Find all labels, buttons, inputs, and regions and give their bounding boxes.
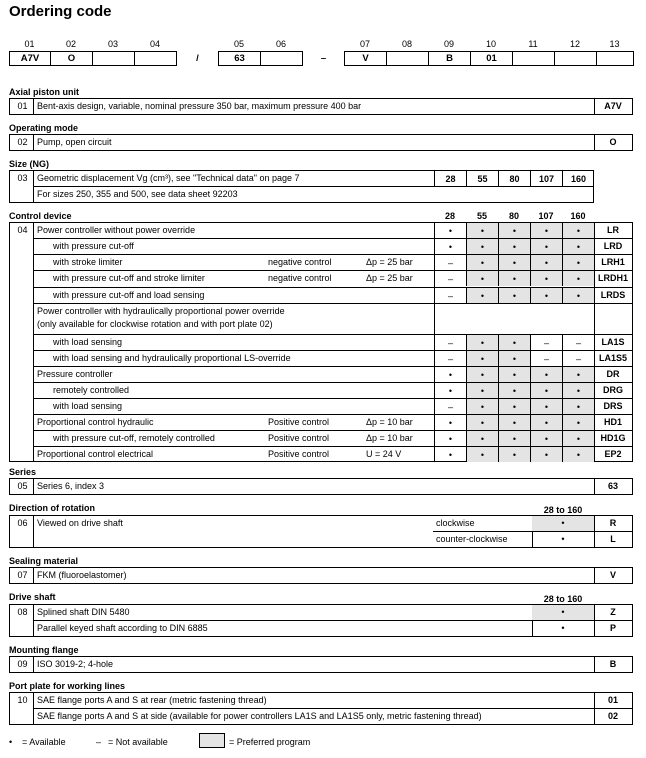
not-available-dash: – xyxy=(530,335,562,350)
available-dot: • xyxy=(562,431,594,446)
available-dot: • xyxy=(530,447,562,462)
code-position-number: 13 xyxy=(609,39,620,49)
control-code: HD1G xyxy=(600,433,626,443)
available-dot: • xyxy=(466,239,498,254)
control-size-header: 107 xyxy=(538,211,554,221)
section-series-heading: Series xyxy=(9,467,37,477)
available-dot: • xyxy=(498,271,530,286)
code-a7v: A7V xyxy=(604,101,622,111)
available-dot: • xyxy=(562,447,594,462)
size-value: 55 xyxy=(466,171,498,186)
rotation-ccw-label: counter-clockwise xyxy=(436,534,508,544)
control-code: LRDS xyxy=(600,290,626,300)
code-b: B xyxy=(609,659,617,669)
code-z: Z xyxy=(610,607,616,617)
row-number: 03 xyxy=(17,173,28,183)
control-row-label: with load sensing xyxy=(53,401,123,411)
section-shaft-heading: Drive shaft xyxy=(9,592,56,602)
control-size-header: 55 xyxy=(476,211,487,221)
code-02: 02 xyxy=(607,711,618,721)
code-slot xyxy=(92,51,135,66)
not-available-dash: – xyxy=(434,351,466,366)
size-text: Geometric displacement Vg (cm³), see "Technical data" on page 7 xyxy=(37,173,300,183)
available-dot: • xyxy=(466,335,498,350)
row-number: 10 xyxy=(17,695,28,705)
available-dot: • xyxy=(562,415,594,430)
control-code: LRD xyxy=(603,241,623,251)
control-code: DRS xyxy=(603,401,623,411)
opmode-text: Pump, open circuit xyxy=(37,137,112,147)
control-row-label: with pressure cut-off, remotely controlled xyxy=(53,433,215,443)
available-dot: • xyxy=(466,447,498,462)
available-dot: • xyxy=(562,288,594,303)
legend-na-symbol: – xyxy=(96,737,102,747)
control-code: LA1S xyxy=(601,337,625,347)
control-row-condition: Positive control xyxy=(268,433,330,443)
portplate-rear-label: SAE flange ports A and S at rear (metric fastening thread) xyxy=(37,695,267,705)
control-group2-title: Power controller with hydraulically proportional power override xyxy=(37,306,285,316)
available-dot: • xyxy=(466,383,498,398)
code-01: 01 xyxy=(607,695,618,705)
available-dot: • xyxy=(561,534,565,544)
control-row-parameter: Δp = 10 bar xyxy=(366,417,413,427)
section-axial-heading: Axial piston unit xyxy=(9,87,80,97)
code-slot xyxy=(554,51,597,66)
available-dot: • xyxy=(498,223,530,238)
available-dot: • xyxy=(466,288,498,303)
size-note: For sizes 250, 355 and 500, see data sheet 92203 xyxy=(37,189,238,199)
not-available-dash: – xyxy=(434,335,466,350)
code-slot xyxy=(386,51,429,66)
control-size-header: 160 xyxy=(570,211,586,221)
row-number: 07 xyxy=(17,570,28,580)
available-dot: • xyxy=(434,431,466,446)
control-row-label: Proportional control hydraulic xyxy=(37,417,154,427)
code-slot: 63 xyxy=(218,51,261,66)
control-row-label: Pressure controller xyxy=(37,369,113,379)
available-dot: • xyxy=(562,367,594,382)
code-position-number: 01 xyxy=(24,39,35,49)
code-position-number: 05 xyxy=(233,39,244,49)
row-number: 08 xyxy=(17,607,28,617)
control-row-condition: Positive control xyxy=(268,417,330,427)
section-opmode-heading: Operating mode xyxy=(9,123,79,133)
available-dot: • xyxy=(434,223,466,238)
row-number: 05 xyxy=(17,481,28,491)
code-slot: A7V xyxy=(9,51,51,66)
code-o: O xyxy=(609,137,617,147)
control-row-label: Proportional control electrical xyxy=(37,449,154,459)
control-row-label: with pressure cut-off and load sensing xyxy=(53,290,205,300)
available-dot: • xyxy=(562,255,594,270)
available-dot: • xyxy=(466,415,498,430)
available-dot: • xyxy=(434,367,466,382)
control-row-label: with load sensing and hydraulically proportional LS-override xyxy=(53,353,291,363)
section-portplate-heading: Port plate for working lines xyxy=(9,681,126,691)
row-divider xyxy=(33,303,633,304)
available-dot: • xyxy=(562,383,594,398)
available-dot: • xyxy=(562,223,594,238)
rotation-text: Viewed on drive shaft xyxy=(37,518,123,528)
code-position-number: 02 xyxy=(65,39,76,49)
size-divider xyxy=(434,186,594,187)
shaft-keyed-label: Parallel keyed shaft according to DIN 6885 xyxy=(37,623,208,633)
available-dot: • xyxy=(466,431,498,446)
section-size-heading: Size (NG) xyxy=(9,159,50,169)
available-dot: • xyxy=(530,383,562,398)
control-row-label: with pressure cut-off xyxy=(53,241,134,251)
not-available-dash: – xyxy=(562,335,594,350)
available-dot: • xyxy=(498,383,530,398)
code-slot xyxy=(134,51,177,66)
code-slot: V xyxy=(344,51,387,66)
control-code: LRH1 xyxy=(601,257,625,267)
series-text: Series 6, index 3 xyxy=(37,481,105,491)
not-available-dash: – xyxy=(434,399,466,414)
code-position-number: 12 xyxy=(569,39,580,49)
available-dot: • xyxy=(498,399,530,414)
available-dot: • xyxy=(434,447,466,462)
available-dot: • xyxy=(530,223,562,238)
available-dot: • xyxy=(498,447,530,462)
control-size-header: 28 xyxy=(444,211,455,221)
code-slot xyxy=(596,51,634,66)
code-position-number: 08 xyxy=(401,39,412,49)
code-position-number: 09 xyxy=(443,39,454,49)
legend-na-text: = Not available xyxy=(108,737,168,747)
control-code: LA1S5 xyxy=(598,353,627,363)
control-row-parameter: Δp = 25 bar xyxy=(366,273,413,283)
available-dot: • xyxy=(434,383,466,398)
available-dot: • xyxy=(466,351,498,366)
available-dot: • xyxy=(466,399,498,414)
axial-text: Bent-axis design, variable, nominal pressure 350 bar, maximum pressure 400 bar xyxy=(37,101,362,111)
available-dot: • xyxy=(561,607,565,617)
code-slot: O xyxy=(50,51,93,66)
control-row-label: with pressure cut-off and stroke limiter xyxy=(53,273,205,283)
available-dot: • xyxy=(530,431,562,446)
control-row-label: with load sensing xyxy=(53,337,123,347)
code-63: 63 xyxy=(607,481,618,491)
available-dot: • xyxy=(498,415,530,430)
row-number: 06 xyxy=(17,518,28,528)
rotation-range: 28 to 160 xyxy=(543,505,583,515)
code-position-number: 06 xyxy=(275,39,286,49)
available-dot: • xyxy=(530,239,562,254)
code-slot xyxy=(512,51,555,66)
not-available-dash: – xyxy=(434,288,466,303)
available-dot: • xyxy=(498,335,530,350)
code-position-number: 10 xyxy=(485,39,496,49)
row-number: 02 xyxy=(17,137,28,147)
available-dot: • xyxy=(530,399,562,414)
control-row-parameter: U = 24 V xyxy=(366,449,402,459)
available-dot: • xyxy=(530,255,562,270)
available-dot: • xyxy=(434,415,466,430)
code-p: P xyxy=(609,623,616,633)
available-dot: • xyxy=(498,239,530,254)
size-value: 28 xyxy=(434,171,466,186)
available-dot: • xyxy=(530,367,562,382)
code-separator: / xyxy=(176,51,219,66)
not-available-dash: – xyxy=(434,271,466,286)
control-code: DRG xyxy=(603,385,623,395)
control-group2-subtitle: (only available for clockwise rotation and with port plate 02) xyxy=(37,319,273,329)
page-title: Ordering code xyxy=(9,3,112,20)
code-l: L xyxy=(610,534,616,544)
code-slot: 01 xyxy=(470,51,513,66)
control-row-condition: Positive control xyxy=(268,449,330,459)
available-dot: • xyxy=(530,415,562,430)
row-number: 04 xyxy=(17,225,28,235)
control-row-label: Power controller without power override xyxy=(37,225,196,235)
code-position-number: 03 xyxy=(107,39,118,49)
code-slot: B xyxy=(428,51,471,66)
portplate-side-label: SAE flange ports A and S at side (available for power controllers LA1S and LA1S5 only, metric fastening thread) xyxy=(37,711,482,721)
code-slot xyxy=(260,51,303,66)
available-dot: • xyxy=(562,399,594,414)
available-dot: • xyxy=(562,271,594,286)
control-row-parameter: Δp = 25 bar xyxy=(366,257,413,267)
available-dot: • xyxy=(466,271,498,286)
legend-preferred-swatch xyxy=(199,733,225,748)
control-row-condition: negative control xyxy=(268,257,332,267)
control-code: HD1 xyxy=(603,417,622,427)
available-dot: • xyxy=(498,288,530,303)
available-dot: • xyxy=(498,351,530,366)
size-value: 107 xyxy=(530,171,562,186)
shaft-splined-label: Splined shaft DIN 5480 xyxy=(37,607,130,617)
sealing-text: FKM (fluoroelastomer) xyxy=(37,570,127,580)
legend-preferred-text: = Preferred program xyxy=(229,737,311,747)
flange-text: ISO 3019-2; 4-hole xyxy=(37,659,114,669)
legend-available-text: = Available xyxy=(22,737,66,747)
available-dot: • xyxy=(466,367,498,382)
row-number: 01 xyxy=(17,101,28,111)
available-dot: • xyxy=(434,239,466,254)
not-available-dash: – xyxy=(562,351,594,366)
section-control-heading: Control device xyxy=(9,211,72,221)
control-row-label: with stroke limiter xyxy=(53,257,123,267)
available-dot: • xyxy=(498,431,530,446)
size-value: 80 xyxy=(498,171,530,186)
control-code: EP2 xyxy=(604,449,622,459)
code-r: R xyxy=(609,518,617,528)
available-dot: • xyxy=(498,255,530,270)
legend-available-symbol: • xyxy=(9,737,13,747)
not-available-dash: – xyxy=(530,351,562,366)
code-position-number: 11 xyxy=(528,39,538,49)
not-available-dash: – xyxy=(434,255,466,270)
row-number: 09 xyxy=(17,659,28,669)
available-dot: • xyxy=(498,367,530,382)
available-dot: • xyxy=(561,518,565,528)
available-dot: • xyxy=(530,271,562,286)
rotation-cw-label: clockwise xyxy=(436,518,475,528)
code-separator: – xyxy=(302,51,345,66)
section-rotation-heading: Direction of rotation xyxy=(9,503,95,513)
code-position-number: 07 xyxy=(359,39,370,49)
control-row-condition: negative control xyxy=(268,273,332,283)
control-code: DR xyxy=(606,369,620,379)
code-v: V xyxy=(609,570,616,580)
control-row-label: remotely controlled xyxy=(53,385,130,395)
available-dot: • xyxy=(530,288,562,303)
code-position-number: 04 xyxy=(149,39,160,49)
control-row-parameter: Δp = 10 bar xyxy=(366,433,413,443)
size-value: 160 xyxy=(562,171,594,186)
available-dot: • xyxy=(466,223,498,238)
control-code: LRDH1 xyxy=(597,273,628,283)
available-dot: • xyxy=(561,623,565,633)
shaft-range: 28 to 160 xyxy=(543,594,583,604)
available-dot: • xyxy=(466,255,498,270)
control-code: LR xyxy=(607,225,619,235)
control-size-header: 80 xyxy=(508,211,519,221)
available-dot: • xyxy=(562,239,594,254)
section-flange-heading: Mounting flange xyxy=(9,645,79,655)
number-divider xyxy=(33,222,34,462)
section-sealing-heading: Sealing material xyxy=(9,556,79,566)
